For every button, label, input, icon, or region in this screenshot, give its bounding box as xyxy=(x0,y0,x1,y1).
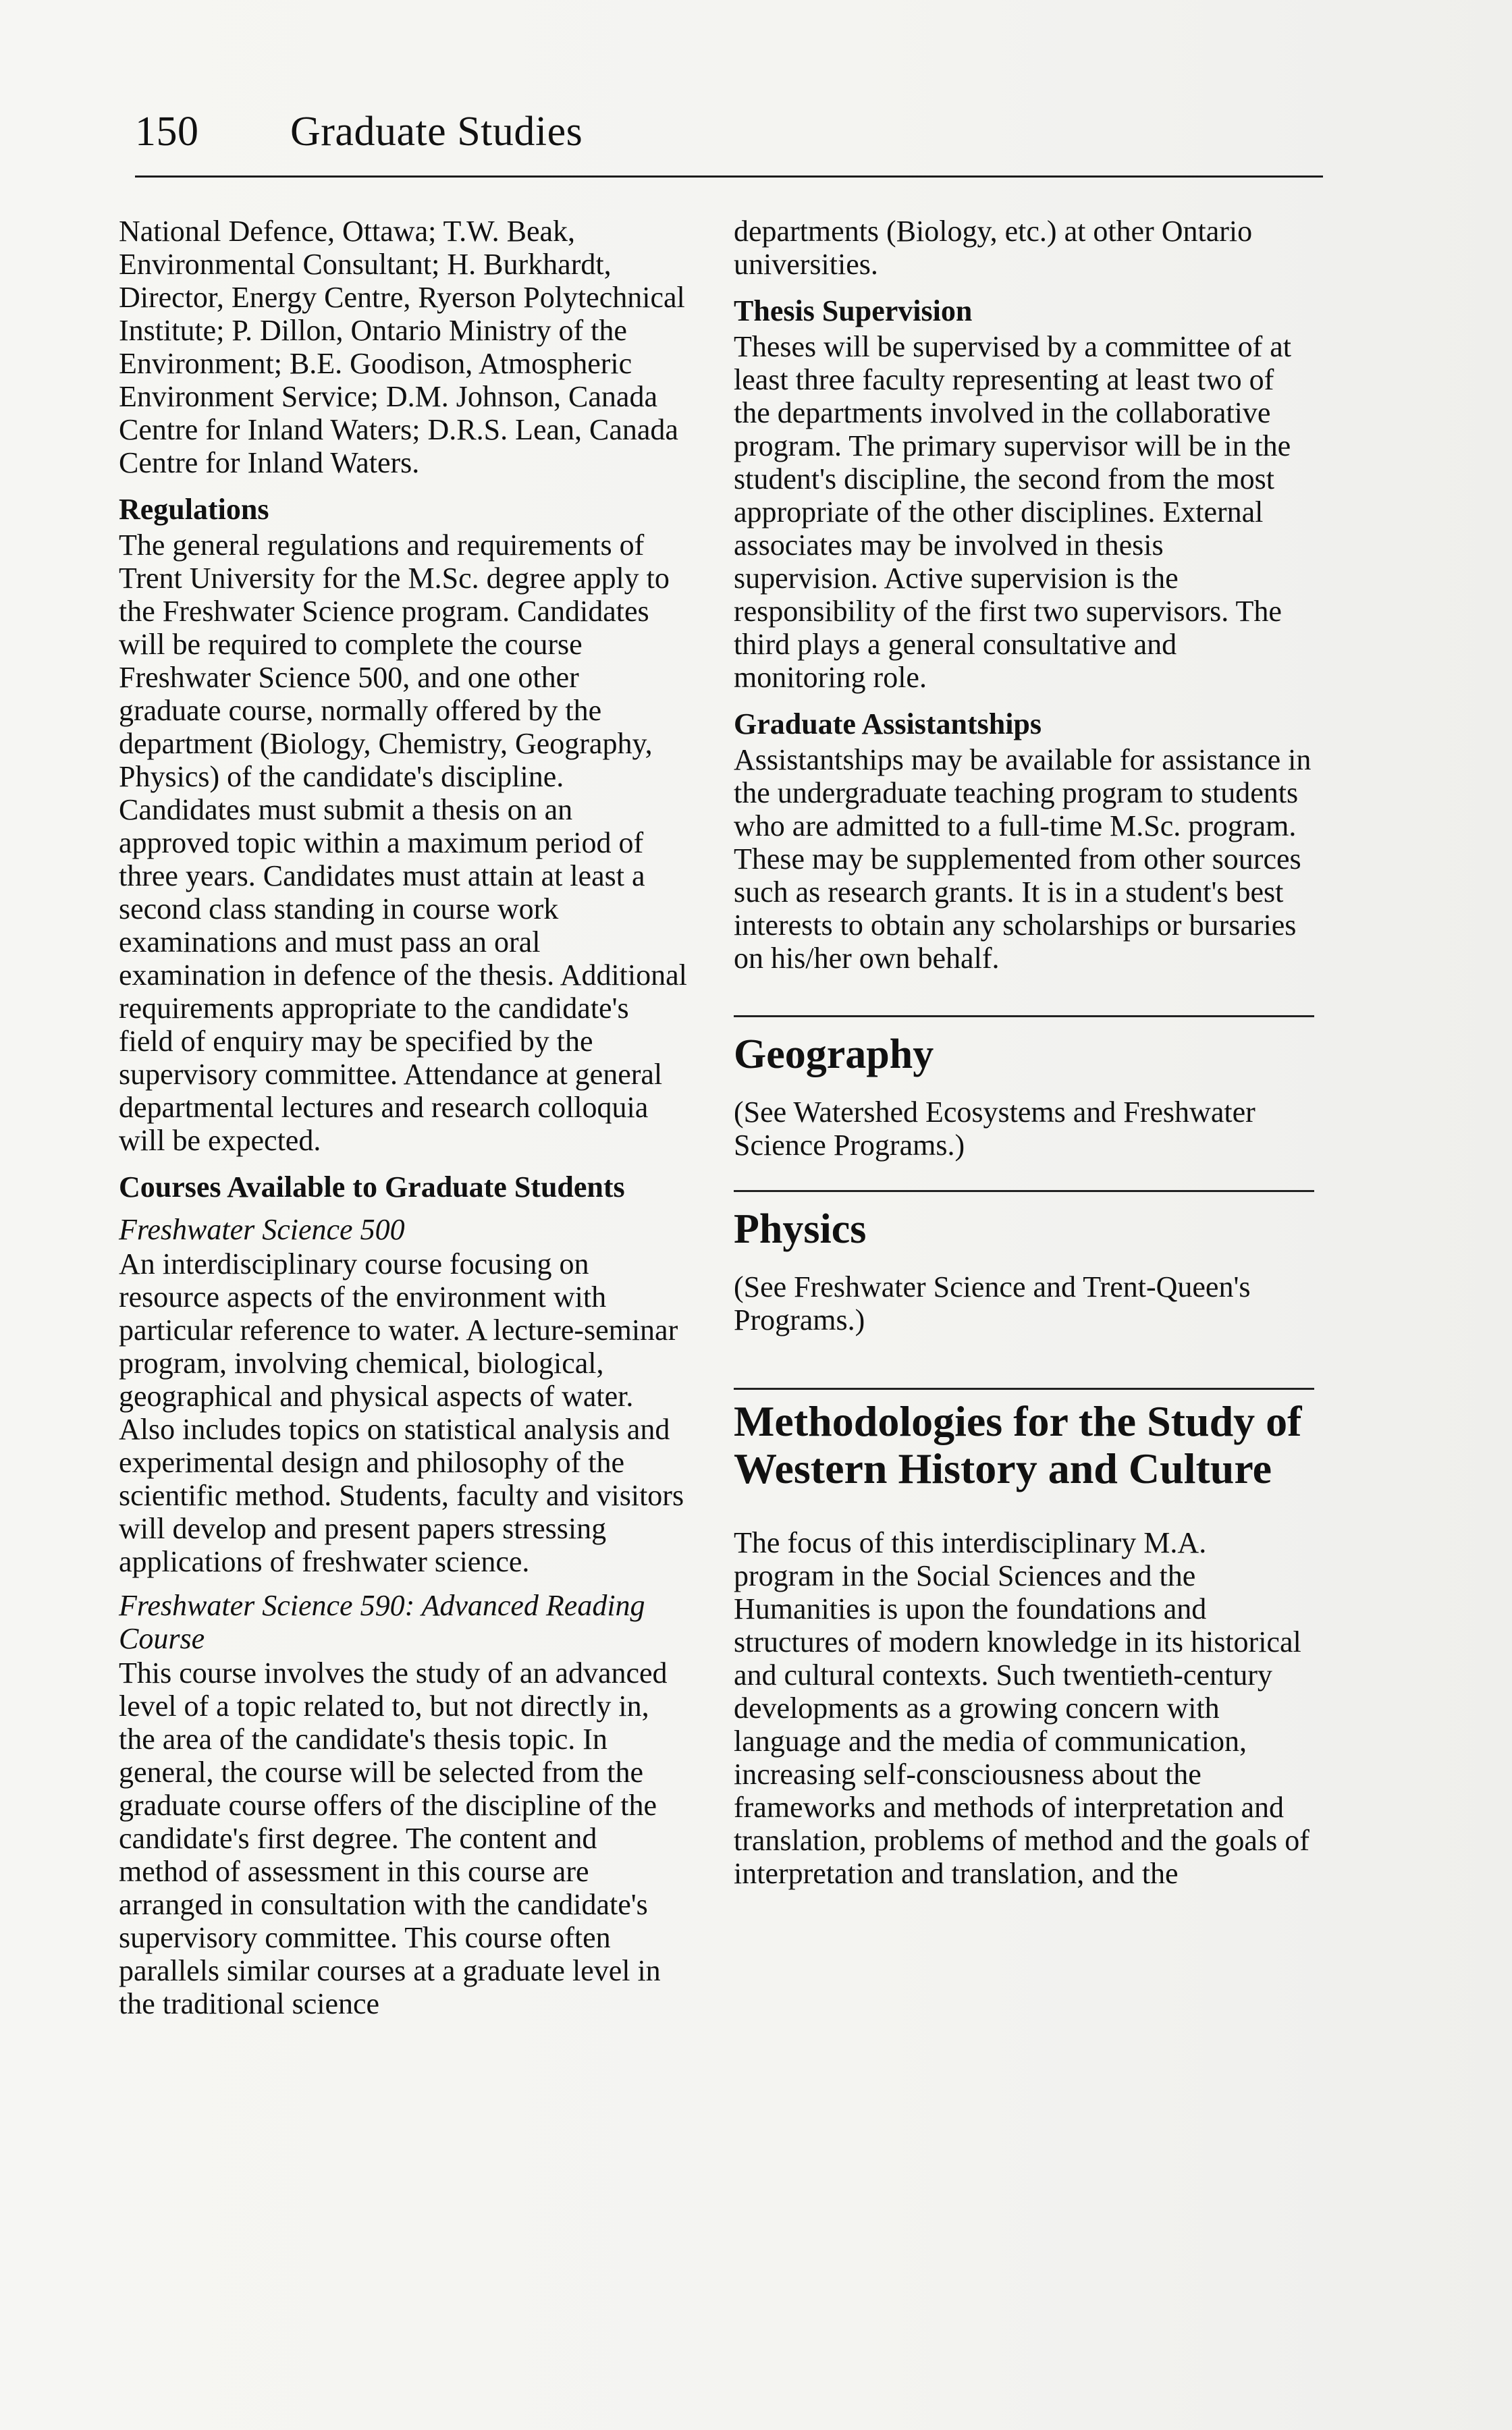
regulations-heading: Regulations xyxy=(119,493,269,526)
spacer xyxy=(734,986,1314,1015)
course-500-description: An interdisciplinary course focusing on resource aspects of the environment with particular reference to water. A lecture-seminar program, involving chemical, biological, geographical and physical aspects of water. Also includes topics on statistical analysis and experimental design and philosophy of the scientific method. Students, faculty and visitors will develop and present papers stressing applications of freshwater science. xyxy=(119,1247,684,1578)
right-intro-paragraph: departments (Biology, etc.) at other Ontario universities. xyxy=(734,215,1253,281)
graduate-assistantships-text: Assistantships may be available for assistance in the undergraduate teaching program to students who are admitted to a full-time M.Sc. program. These may be supplemented from other sources such as research grants. It is in a student's best interests to obtain any scholarships or bursaries on his/her own behalf. xyxy=(734,743,1312,975)
page-header-title: Graduate Studies xyxy=(290,109,583,155)
geography-rule xyxy=(734,1015,1314,1017)
course-500-title: Freshwater Science 500 xyxy=(119,1213,405,1246)
physics-rule xyxy=(734,1190,1314,1192)
physics-note: (See Freshwater Science and Trent-Queen's Programs.) xyxy=(734,1270,1251,1336)
courses-heading: Courses Available to Graduate Students xyxy=(119,1170,625,1204)
physics-heading: Physics xyxy=(734,1206,867,1252)
methodologies-rule xyxy=(734,1388,1314,1390)
methodologies-text: The focus of this interdisciplinary M.A. program in the Social Sciences and the Humanities is upon the foundations and structures of modern knowledge in its historical and cultural contexts. Such twentieth-century developments as a growing concern with language and the media of communication, increasing self-consciousness about the frameworks and methods of interpretation and translation, problems of method and the goals of interpretation and translation, and the xyxy=(734,1526,1310,1890)
thesis-supervision-heading: Thesis Supervision xyxy=(734,294,973,327)
geography-note: (See Watershed Ecosystems and Freshwater Science Programs.) xyxy=(734,1096,1256,1162)
regulations-text: The general regulations and requirements of Trent University for the M.Sc. degree apply to the Freshwater Science program. Candidates will be required to complete the course Freshwater Science 500, and one other graduate course, normally offered by the department (Biology, Chemistry, Geography, Physics) of the candidate's discipline. Candidates must submit a thesis on an approved topic within a maximum period of three years. Candidates must attain at least a second class standing in course work examinations and must pass an oral examination in defence of the thesis. Additional requirements appropriate to the candidate's field of enquiry may be specified by the supervisory committee. Attendance at general departmental lectures and research colloquia will be expected. xyxy=(119,529,687,1157)
course-590-description: This course involves the study of an advanced level of a topic related to, but not directly in, the area of the candidate's thesis topic. In general, the course will be selected from the graduate course offers of the discipline of the candidate's first degree. The content and method of assessment in this course are arranged in consultation with the candidate's supervisory committee. This course often parallels similar courses at a graduate level in the traditional science xyxy=(119,1656,668,2020)
spacer xyxy=(734,1175,1314,1190)
left-column xyxy=(119,215,687,2031)
spacer xyxy=(734,1350,1314,1388)
intro-paragraph: National Defence, Ottawa; T.W. Beak, Environmental Consultant; H. Burkhardt, Director, Energy Centre, Ryerson Polytechnical Institute; P. Dillon, Ontario Ministry of the Environment; B.E. Goodison, Atmospheric Environment Service; D.M. Johnson, Canada Centre for Inland Waters; D.R.S. Lean, Canada Centre for Inland Waters. xyxy=(119,215,685,479)
course-590-title: Freshwater Science 590: Advanced Reading Course xyxy=(119,1589,645,1655)
right-column xyxy=(734,215,1314,1901)
graduate-assistantships-heading: Graduate Assistantships xyxy=(734,707,1042,740)
thesis-supervision-text: Theses will be supervised by a committee of at least three faculty representing at least two of the departments involved in the collaborative program. The primary supervisor will be in the student's discipline, the second from the most appropriate of the other disciplines. External associates may be involved in thesis supervision. Active supervision is the responsibility of the first two supervisors. The third plays a general consultative and monitoring role. xyxy=(734,330,1291,694)
header-rule xyxy=(135,176,1323,178)
geography-heading: Geography xyxy=(734,1031,934,1077)
page-number: 150 xyxy=(135,109,199,155)
page-header xyxy=(135,108,1323,155)
methodologies-heading: Methodologies for the Study of Western History and Culture xyxy=(734,1397,1302,1492)
